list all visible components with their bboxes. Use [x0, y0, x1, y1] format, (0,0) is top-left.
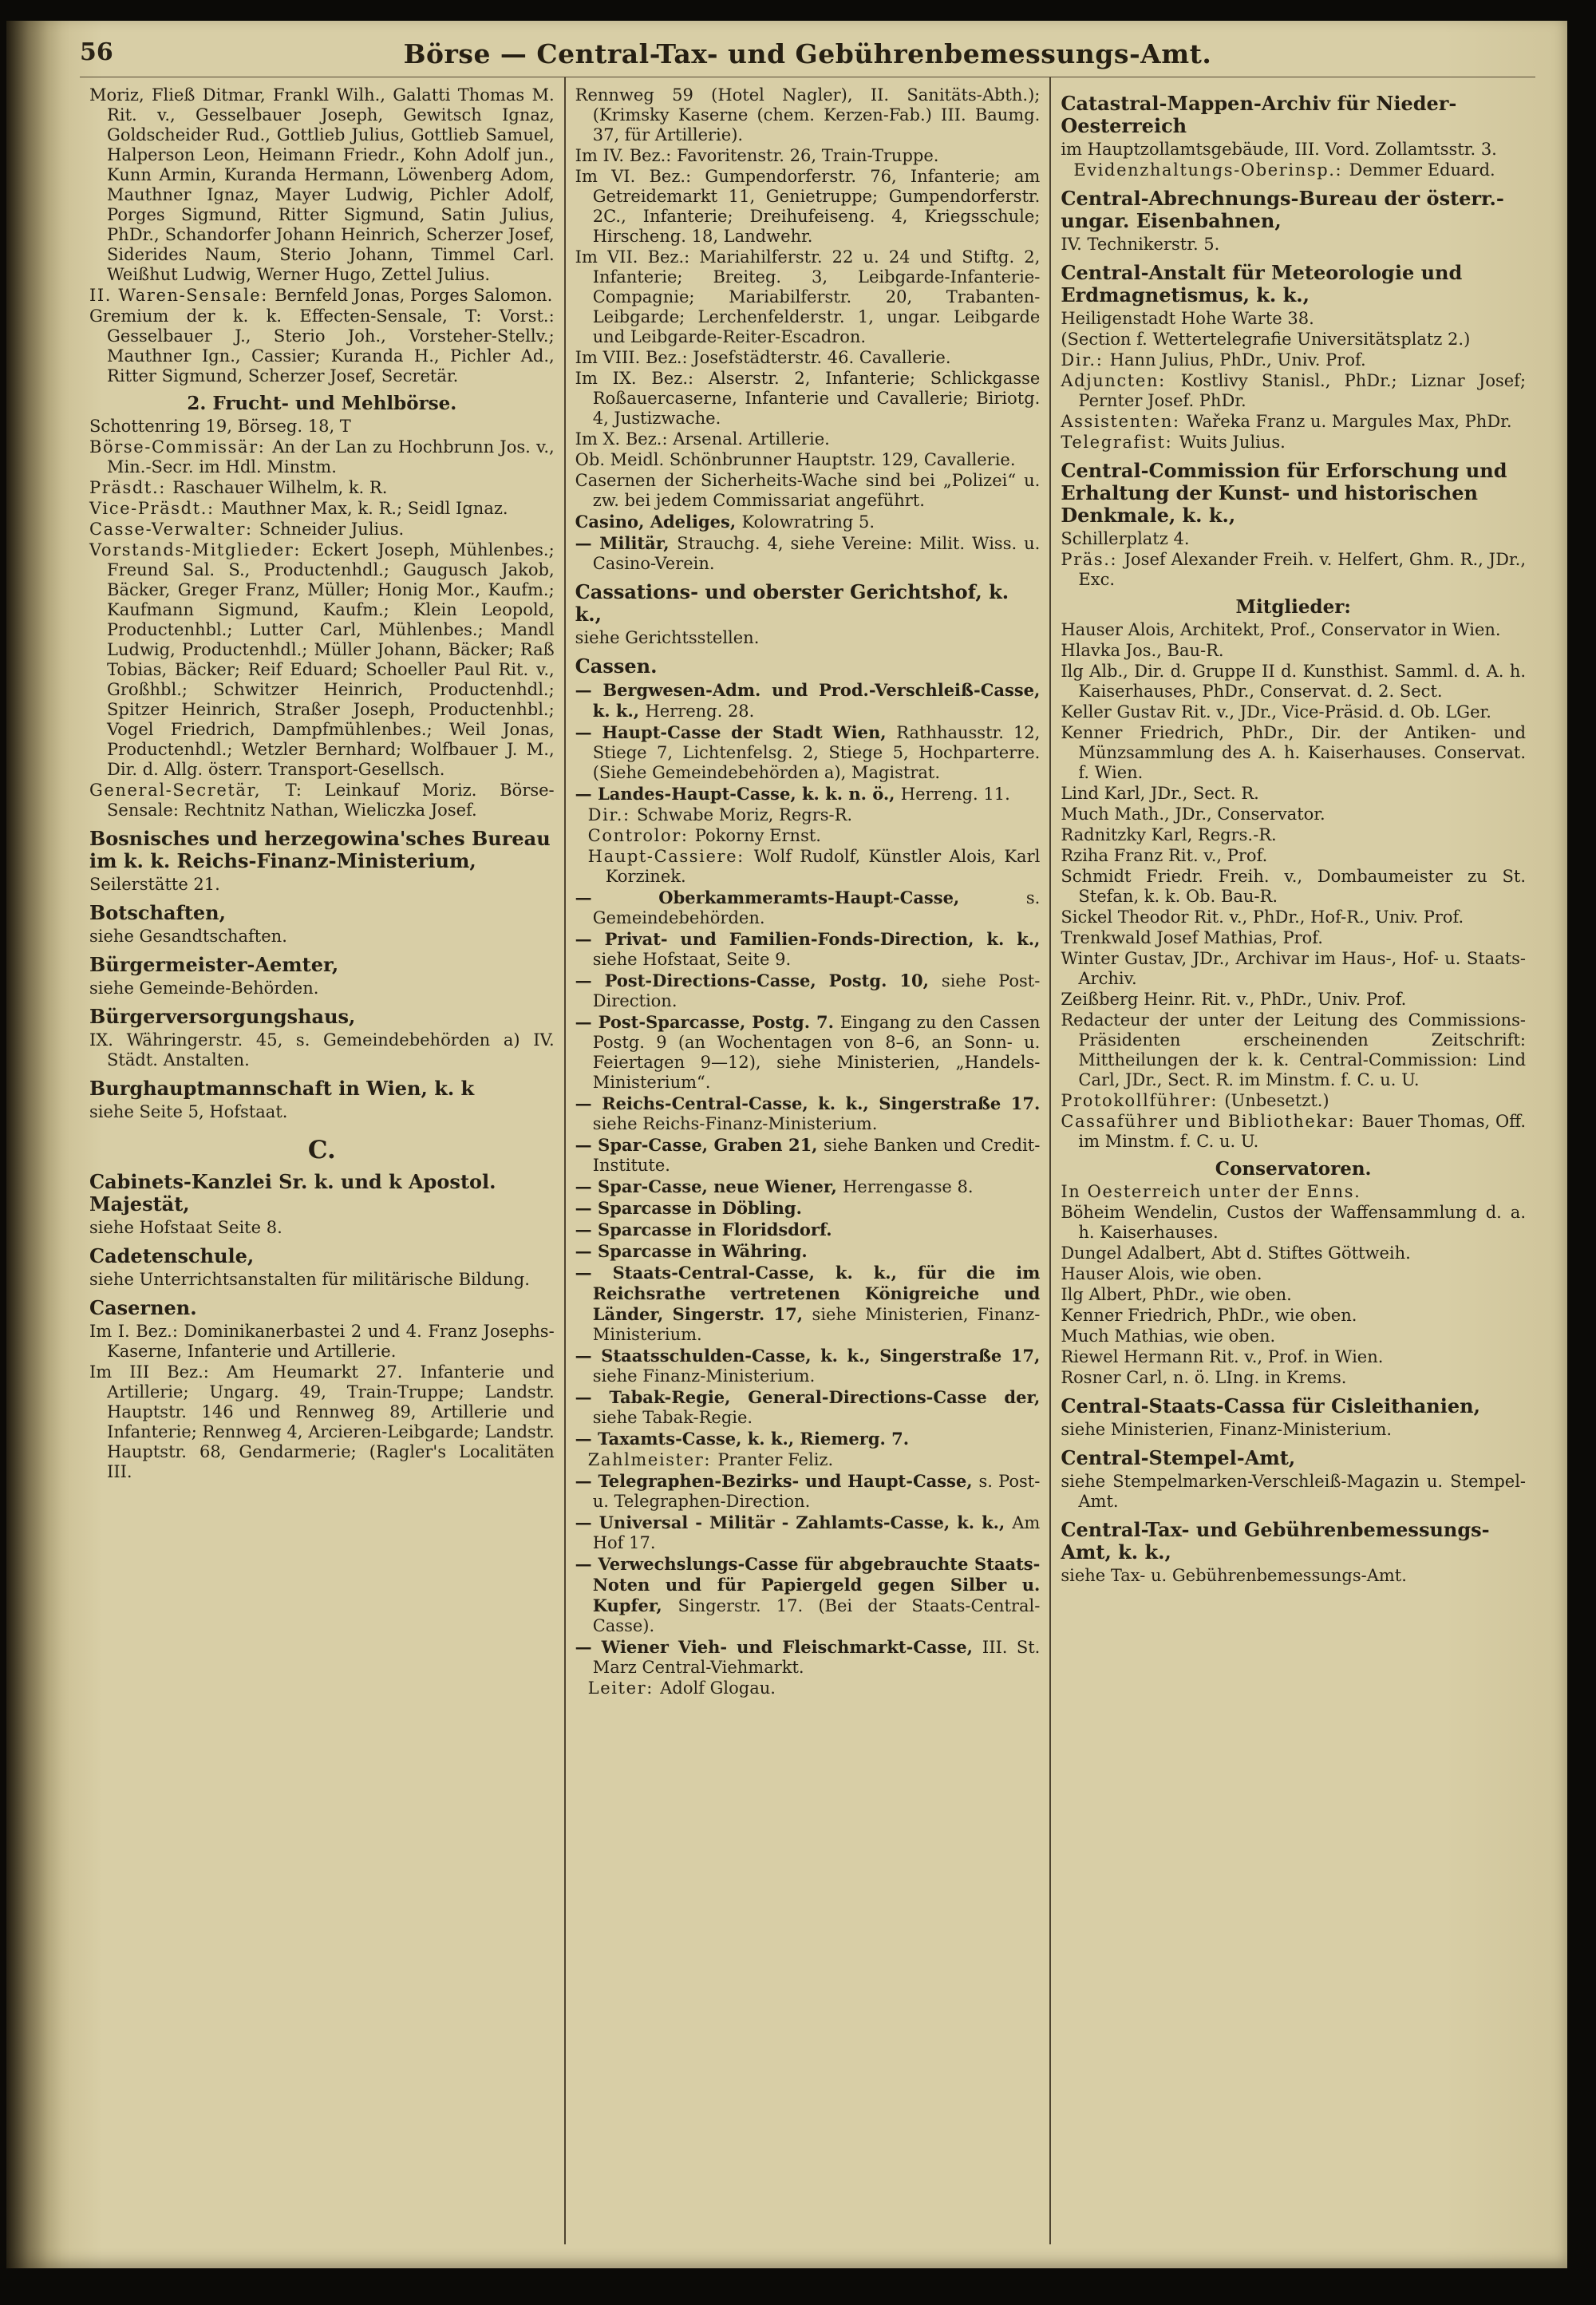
- text-block: Schottenring 19, Börseg. 18, T: [89, 417, 351, 436]
- entry-lead: Dir.:: [1061, 350, 1110, 370]
- text-block: — Post-Sparcasse, Postg. 7. Eingang zu den Cassen Postg. 9 (an Wochentagen von 8–6, an Sonn- u. Feiertagen 9—12), siehe Ministerien, „Handels-Ministerium“.: [575, 1012, 1041, 1092]
- entry-heading: Cadetenschule,: [89, 1244, 255, 1267]
- entry-lead: Vice-Präsdt.:: [89, 499, 221, 518]
- text-block: Im I. Bez.: Dominikanerbastei 2 und 4. Franz Josephs-Kaserne, Infanterie und Artillerie.: [89, 1322, 555, 1361]
- text-block: Schmidt Friedr. Freih. v., Dombaumeister zu St. Stefan, k. k. Ob. Bau-R.: [1061, 867, 1527, 906]
- text-block: Adjuncten: Kostlivy Stanisl., PhDr.; Liznar Josef; Pernter Josef. PhDr.: [1061, 371, 1527, 410]
- entry-lead: — Spar-Casse, neue Wiener,: [575, 1176, 843, 1196]
- text-block: Im IX. Bez.: Alserstr. 2, Infanterie; Schlickgasse Roßauercaserne, Infanterie und Cavallerie; Biriotg. 4, Justizwache.: [575, 369, 1041, 428]
- text-block: Dir.: Hann Julius, PhDr., Univ. Prof.: [1061, 350, 1366, 370]
- text-block: Hauser Alois, Architekt, Prof., Conservator in Wien.: [1061, 620, 1501, 639]
- text-block: Im VIII. Bez.: Josefstädterstr. 46. Cavallerie.: [575, 348, 951, 367]
- text-block: [575, 1220, 1041, 1240]
- text-block: siehe Unterrichtsanstalten für militärische Bildung.: [89, 1270, 530, 1289]
- text-block: Rosner Carl, n. ö. LIng. in Krems.: [1061, 1368, 1347, 1387]
- entry-heading: Conservatoren.: [1215, 1158, 1372, 1180]
- entry-heading: Bosnisches und herzegowina'sches Bureau im k. k. Reichs-Finanz-Ministerium,: [89, 827, 551, 872]
- text-block: Winter Gustav, JDr., Archivar im Haus-, Hof- u. Staats-Archiv.: [1061, 949, 1527, 988]
- entry-lead: Börse-Commissär:: [89, 437, 273, 457]
- text-block: — Privat- und Familien-Fonds-Direction, k. k., siehe Hofstaat, Seite 9.: [575, 929, 1041, 969]
- entry-heading: Mitglieder:: [1235, 596, 1351, 618]
- text-block: Vorstands-Mitglieder: Eckert Joseph, Mühlenbes.; Freund Sal. S., Productenhdl.; Gaugusch Jakob, Bäcker, Greger Franz, Müller; Honig Mor., Kaufm.; Kaufmann Sigmund, Kaufm.; Klein Leopold, Productenhbl.; Lutter Carl, Mühlenbes.; Mandl Ludwig, Productenhdl.; Müller Johann, Bäcker; Raß Tobias, Bäcker; Reif Eduard; Schoeller Paul Rit. v., Großhbl.; Schwitzer Heinrich, Productenhdl.; Spitzer Heinrich, Straßer Joseph, Productenhbl.; Vogel Friedrich, Dampfmühlenbes.; Weil Jonas, Productenhdl.; Wetzler Bernhard; Wolfbauer J. M., Dir. d. Allg. österr. Transport-Gesellsch.: [89, 540, 555, 779]
- entry-lead: Controlor:: [587, 826, 695, 845]
- text-block: Im VI. Bez.: Gumpendorferstr. 76, Infanterie; am Getreidemarkt 11, Genietruppe; Gumpendorferstr. 2C., Infanterie; Dreihufeiseng. 4, Kriegsschule; Hirscheng. 18, Landwehr.: [575, 167, 1041, 246]
- entry-lead: Haupt-Cassiere:: [587, 847, 754, 866]
- entry-heading: 2. Frucht- und Mehlbörse.: [187, 393, 457, 414]
- text-block: Ilg Albert, PhDr., wie oben.: [1061, 1285, 1292, 1304]
- text-block: Gremium der k. k. Effecten-Sensale, T: Vorst.: Gesselbauer J., Sterio Joh., Vorsteher-Stellv.; Mauthner Ign., Cassier; Kuranda H., Pichler Ad., Ritter Sigmund, Scherzer Josef, Secretär.: [89, 306, 555, 385]
- paper-sheet: [6, 21, 1567, 2268]
- text-block: siehe Gesandtschaften.: [89, 927, 287, 946]
- entry-heading: Central-Staats-Cassa für Cisleithanien,: [1061, 1394, 1480, 1417]
- entry-lead: — Verwechslungs-Casse für abgebrauchte Staats-Noten und für Papiergeld gegen Silber u. Kupfer,: [575, 1554, 1041, 1615]
- book-binding-shadow: [6, 21, 62, 2268]
- text-block: siehe Tax- u. Gebührenbemessungs-Amt.: [1061, 1566, 1407, 1585]
- text-block: Zeißberg Heinr. Rit. v., PhDr., Univ. Prof.: [1061, 990, 1407, 1009]
- text-block: General-Secretär, T: Leinkauf Moriz. Börse-Sensale: Rechtnitz Nathan, Wieliczka Josef.: [89, 781, 555, 820]
- column-3: [1049, 77, 1535, 2244]
- text-block: Telegrafist: Wuits Julius.: [1061, 433, 1286, 452]
- entry-lead: Präsdt.:: [89, 478, 173, 497]
- text-block: IX. Währingerstr. 45, s. Gemeindebehörden a) IV. Städt. Anstalten.: [89, 1030, 555, 1069]
- text-block: siehe Gerichtsstellen.: [575, 628, 760, 647]
- entry-heading: Cassen.: [575, 654, 658, 678]
- text-block: Hauser Alois, wie oben.: [1061, 1264, 1262, 1283]
- text-block: Dungel Adalbert, Abt d. Stiftes Göttweih.: [1061, 1243, 1411, 1263]
- text-block: — Post-Directions-Casse, Postg. 10, siehe Post-Direction.: [575, 971, 1041, 1010]
- entry-lead: — Militär,: [575, 533, 678, 553]
- text-block: Rziha Franz Rit. v., Prof.: [1061, 846, 1268, 865]
- page-content: [80, 32, 1535, 2244]
- text-block: (Section f. Wettertelegrafie Universitätsplatz 2.): [1061, 330, 1471, 349]
- entry-lead: — Sparcasse in Währing.: [575, 1241, 808, 1261]
- text-block: — Reichs-Central-Casse, k. k., Singerstraße 17. siehe Reichs-Finanz-Ministerium.: [575, 1093, 1041, 1133]
- entry-lead: Adjuncten:: [1061, 371, 1181, 390]
- entry-lead: Cassaführer und Bibliothekar:: [1061, 1112, 1362, 1131]
- entry-lead: Protokollführer:: [1061, 1091, 1225, 1110]
- text-block: — Oberkammeramts-Haupt-Casse, s. Gemeindebehörden.: [575, 888, 1041, 927]
- entry-lead: — Staatsschulden-Casse, k. k., Singerstraße 17,: [575, 1346, 1041, 1366]
- text-block: Lind Karl, JDr., Sect. R.: [1061, 784, 1259, 803]
- text-block: [575, 1198, 1041, 1219]
- entry-lead: — Post-Sparcasse, Postg. 7.: [575, 1012, 840, 1032]
- text-block: siehe Ministerien, Finanz-Ministerium.: [1061, 1420, 1393, 1439]
- text-block: — Telegraphen-Bezirks- und Haupt-Casse, s. Post- u. Telegraphen-Direction.: [575, 1471, 1041, 1511]
- entry-lead: Casino, Adeliges,: [575, 512, 742, 532]
- entry-lead: — Post-Directions-Casse, Postg. 10,: [575, 971, 942, 990]
- text-block: Schillerplatz 4.: [1061, 529, 1190, 548]
- entry-lead: Zahlmeister:: [587, 1450, 718, 1469]
- text-block: Casernen der Sicherheits-Wache sind bei „Polizei“ u. zw. bei jedem Commissariat angeführt.: [575, 471, 1041, 510]
- entry-heading: Bürgerversorgungshaus,: [89, 1005, 356, 1028]
- text-block: [575, 1429, 1041, 1449]
- text-block: Präs.: Josef Alexander Freih. v. Helfert, Ghm. R., JDr., Exc.: [1061, 550, 1527, 589]
- text-block: Evidenzhaltungs-Oberinsp.: Demmer Eduard.: [1073, 160, 1495, 180]
- text-block: Ob. Meidl. Schönbrunner Hauptstr. 129, Cavallerie.: [575, 450, 1016, 469]
- text-block: — Militär, Strauchg. 4, siehe Vereine: Milit. Wiss. u. Casino-Verein.: [575, 533, 1041, 573]
- text-block: Controlor: Pokorny Ernst.: [587, 826, 821, 845]
- text-block: Hlavka Jos., Bau-R.: [1061, 641, 1224, 660]
- entry-lead: Dir.:: [587, 805, 637, 824]
- entry-lead: Evidenzhaltungs-Oberinsp.:: [1073, 160, 1349, 180]
- text-block: [1061, 1182, 1526, 1202]
- text-block: — Bergwesen-Adm. und Prod.-Verschleiß-Casse, k. k., Herreng. 28.: [575, 680, 1041, 721]
- entry-lead: — Telegraphen-Bezirks- und Haupt-Casse,: [575, 1471, 979, 1491]
- text-block: Moriz, Fließ Ditmar, Frankl Wilh., Galatti Thomas M. Rit. v., Gesselbauer Joseph, Gewitsch Ignaz, Goldscheider Rud., Gottlieb Julius, Gottlieb Samuel, Halperson Leon, Heimann Friedr., Kohn Adolf jun., Kunn Armin, Kuranda Hermann, Löwenberg Adom, Mauthner Ignaz, Mayer Ludwig, Pichler Adolf, Porges Sigmund, Ritter Sigmund, Satin Julius, PhDr., Schandorfer Johann Heinrich, Scherzer Josef, Siderides Naum, Sterio Johann, Timmel Carl. Weißhut Ludwig, Werner Hugo, Zettel Julius.: [89, 85, 555, 284]
- entry-lead: — Haupt-Casse der Stadt Wien,: [575, 722, 897, 742]
- entry-lead: — Sparcasse in Floridsdorf.: [575, 1220, 832, 1239]
- text-block: siehe Stempelmarken-Verschleiß-Magazin u. Stempel-Amt.: [1061, 1472, 1527, 1511]
- entry-heading: Central-Anstalt für Meteorologie und Erdmagnetismus, k. k.,: [1061, 261, 1463, 306]
- text-block: Im IV. Bez.: Favoritenstr. 26, Train-Truppe.: [575, 146, 939, 165]
- column-2: [564, 77, 1050, 2244]
- entry-lead: Vorstands-Mitglieder:: [89, 540, 312, 559]
- text-block: II. Waren-Sensale: Bernfeld Jonas, Porges Salomon.: [89, 286, 553, 305]
- text-block: Vice-Präsdt.: Mauthner Max, k. R.; Seidl Ignaz.: [89, 499, 508, 518]
- text-block: Kenner Friedrich, PhDr., Dir. der Antiken- und Münzsammlung des A. h. Kaiserhauses. Conservat. f. Wien.: [1061, 723, 1527, 782]
- text-block: Börse-Commissär: An der Lan zu Hochbrunn Jos. v., Min.-Secr. im Hdl. Minstm.: [89, 437, 555, 476]
- entry-lead: — Spar-Casse, Graben 21,: [575, 1135, 824, 1155]
- entry-heading: Central-Stempel-Amt,: [1061, 1446, 1296, 1469]
- entry-lead: — Oberkammeramts-Haupt-Casse,: [575, 888, 1026, 907]
- entry-lead: — Staats-Central-Casse, k. k., für die im Reichsrathe vertretenen Königreiche und Länder, Singerstr. 17,: [575, 1263, 1041, 1324]
- column-1: [80, 77, 564, 2244]
- text-block: Im X. Bez.: Arsenal. Artillerie.: [575, 429, 830, 449]
- entry-heading: Central-Abrechnungs-Bureau der österr.-ungar. Eisenbahnen,: [1061, 187, 1504, 232]
- text-block: Redacteur der unter der Leitung des Commissions-Präsidenten erscheinenden Zeitschrift: Mittheilungen der k. k. Central-Commission: Lind Carl, JDr., Sect. R. im Minstm. f. C. u. U.: [1061, 1010, 1527, 1089]
- page-number: 56: [80, 38, 113, 66]
- entry-heading: C.: [307, 1136, 336, 1164]
- text-block: — Universal - Militär - Zahlamts-Casse, k. k., Am Hof 17.: [575, 1512, 1041, 1552]
- entry-lead: — Bergwesen-Adm. und Prod.-Verschleiß-Casse, k. k.,: [575, 680, 1041, 721]
- text-block: Im VII. Bez.: Mariahilferstr. 22 u. 24 und Stiftg. 2, Infanterie; Breiteg. 3, Leibgarde-Infanterie-Compagnie; Mariabilferstr. 20, Trabanten-Leibgarde; Lerchenfelderstr. 1, ungar. Leibgarde und Leibgarde-Reiter-Escadron.: [575, 247, 1041, 346]
- text-block: Riewel Hermann Rit. v., Prof. in Wien.: [1061, 1347, 1384, 1366]
- text-block: — Staats-Central-Casse, k. k., für die im Reichsrathe vertretenen Königreiche und Länder, Singerstr. 17, siehe Ministerien, Finanz-Ministerium.: [575, 1263, 1041, 1344]
- text-block: Casse-Verwalter: Schneider Julius.: [89, 520, 405, 539]
- text-block: Keller Gustav Rit. v., JDr., Vice-Präsid. d. Ob. LGer.: [1061, 702, 1491, 722]
- text-block: Präsdt.: Raschauer Wilhelm, k. R.: [89, 478, 388, 497]
- text-block: Casino, Adeliges, Kolowratring 5.: [575, 512, 875, 532]
- text-block: Kenner Friedrich, PhDr., wie oben.: [1061, 1306, 1357, 1325]
- text-block: Much Math., JDr., Conservator.: [1061, 805, 1325, 824]
- content-columns: [80, 77, 1535, 2244]
- text-block: Radnitzky Karl, Regrs.-R.: [1061, 825, 1277, 844]
- entry-lead: — Universal - Militär - Zahlamts-Casse, k. k.,: [575, 1512, 1013, 1532]
- entry-heading: Cabinets-Kanzlei Sr. k. und k Apostol. Majestät,: [89, 1170, 496, 1216]
- entry-lead: — Reichs-Central-Casse, k. k., Singerstraße 17.: [575, 1093, 1041, 1113]
- text-block: siehe Seite 5, Hofstaat.: [89, 1102, 288, 1121]
- entry-heading: Central-Commission für Erforschung und Erhaltung der Kunst- und historischen Denkmale, k. k.,: [1061, 459, 1507, 527]
- text-block: im Hauptzollamtsgebäude, III. Vord. Zollamtsstr. 3.: [1061, 140, 1497, 159]
- text-block: IV. Technikerstr. 5.: [1061, 235, 1220, 254]
- entry-lead: — Sparcasse in Döbling.: [575, 1198, 802, 1218]
- text-block: Sickel Theodor Rit. v., PhDr., Hof-R., Univ. Prof.: [1061, 907, 1464, 927]
- entry-heading: Botschaften,: [89, 901, 226, 924]
- entry-lead: Leiter:: [587, 1678, 661, 1698]
- text-block: — Tabak-Regie, General-Directions-Casse der, siehe Tabak-Regie.: [575, 1387, 1041, 1427]
- text-block: Trenkwald Josef Mathias, Prof.: [1061, 928, 1323, 947]
- text-block: — Verwechslungs-Casse für abgebrauchte Staats-Noten und für Papiergeld gegen Silber u. Kupfer, Singerstr. 17. (Bei der Staats-Central-Casse).: [575, 1554, 1041, 1635]
- entry-lead: — Privat- und Familien-Fonds-Direction, k. k.,: [575, 929, 1041, 949]
- text-block: Ilg Alb., Dir. d. Gruppe II d. Kunsthist. Samml. d. A. h. Kaiserhauses, PhDr., Conservat. d. 2. Sect.: [1061, 662, 1527, 701]
- text-block: [575, 1241, 1041, 1262]
- text-block: siehe Gemeinde-Behörden.: [89, 979, 319, 998]
- text-block: — Wiener Vieh- und Fleischmarkt-Casse, III. St. Marz Central-Viehmarkt.: [575, 1637, 1041, 1677]
- text-block: Protokollführer: (Unbesetzt.): [1061, 1091, 1329, 1110]
- text-block: — Landes-Haupt-Casse, k. k. n. ö., Herreng. 11.: [575, 784, 1010, 804]
- text-block: Zahlmeister: Pranter Feliz.: [587, 1450, 834, 1469]
- entry-lead: General-Secretär,: [89, 781, 286, 800]
- text-block: Rennweg 59 (Hotel Nagler), II. Sanitäts-Abth.); (Krimsky Kaserne (chem. Kerzen-Fab.) III. Baumg. 37, für Artillerie).: [575, 85, 1041, 144]
- entry-lead: — Wiener Vieh- und Fleischmarkt-Casse,: [575, 1637, 982, 1657]
- entry-lead: — Landes-Haupt-Casse, k. k. n. ö.,: [575, 784, 901, 804]
- text-block: — Spar-Casse, Graben 21, siehe Banken und Credit-Institute.: [575, 1135, 1041, 1175]
- text-block: — Haupt-Casse der Stadt Wien, Rathhausstr. 12, Stiege 7, Lichtenfelsg. 2, Stiege 5, Hochparterre. (Siehe Gemeindebehörden a), Magistrat.: [575, 722, 1041, 782]
- text-block: Haupt-Cassiere: Wolf Rudolf, Künstler Alois, Karl Korzinek.: [587, 847, 1041, 886]
- entry-heading: Central-Tax- und Gebührenbemessungs-Amt, k. k.,: [1061, 1518, 1490, 1564]
- page-title: Börse — Central-Tax- und Gebührenbemessungs-Amt.: [403, 38, 1212, 69]
- text-block: Cassaführer und Bibliothekar: Bauer Thomas, Off. im Minstm. f. C. u. U.: [1061, 1112, 1527, 1151]
- text-block: Assistenten: Wařeka Franz u. Margules Max, PhDr.: [1061, 412, 1512, 431]
- entry-lead: II. Waren-Sensale:: [89, 286, 275, 305]
- text-block: Heiligenstadt Hohe Warte 38.: [1061, 309, 1314, 328]
- text-block: Im III Bez.: Am Heumarkt 27. Infanterie und Artillerie; Ungarg. 49, Train-Truppe; Landstr. Hauptstr. 146 und Rennweg 89, Artillerie und Infanterie; Rennweg 4, Arcieren-Leibgarde; Landstr. Hauptstr. 68, Gendarmerie; (Ragler's Localitäten III.: [89, 1362, 555, 1481]
- entry-heading: Casernen.: [89, 1296, 197, 1319]
- entry-lead: Präs.:: [1061, 550, 1124, 569]
- entry-lead: Casse-Verwalter:: [89, 520, 259, 539]
- entry-heading: Bürgermeister-Aemter,: [89, 953, 339, 976]
- text-block: Dir.: Schwabe Moriz, Regrs-R.: [587, 805, 853, 824]
- entry-heading: Burghauptmannschaft in Wien, k. k: [89, 1077, 475, 1100]
- entry-lead: — Tabak-Regie, General-Directions-Casse der,: [575, 1387, 1041, 1407]
- text-block: Böheim Wendelin, Custos der Waffensammlung d. a. h. Kaiserhauses.: [1061, 1203, 1527, 1242]
- entry-lead: — Taxamts-Casse, k. k., Riemerg. 7.: [575, 1429, 910, 1449]
- text-block: — Spar-Casse, neue Wiener, Herrengasse 8.: [575, 1176, 974, 1196]
- text-block: — Staatsschulden-Casse, k. k., Singerstraße 17, siehe Finanz-Ministerium.: [575, 1346, 1041, 1386]
- text-block: Much Mathias, wie oben.: [1061, 1326, 1276, 1346]
- text-block: Seilerstätte 21.: [89, 875, 220, 894]
- entry-heading: Catastral-Mappen-Archiv für Nieder-Oesterreich: [1061, 92, 1457, 137]
- text-block: siehe Hofstaat Seite 8.: [89, 1218, 282, 1237]
- text-block: Leiter: Adolf Glogau.: [587, 1678, 776, 1698]
- entry-lead: Telegrafist:: [1061, 433, 1179, 452]
- entry-lead: Assistenten:: [1061, 412, 1187, 431]
- entry-lead: In Oesterreich unter der Enns.: [1061, 1182, 1361, 1201]
- entry-heading: Cassations- und oberster Gerichtshof, k. k.,: [575, 580, 1009, 626]
- page-header-row: [80, 32, 1535, 77]
